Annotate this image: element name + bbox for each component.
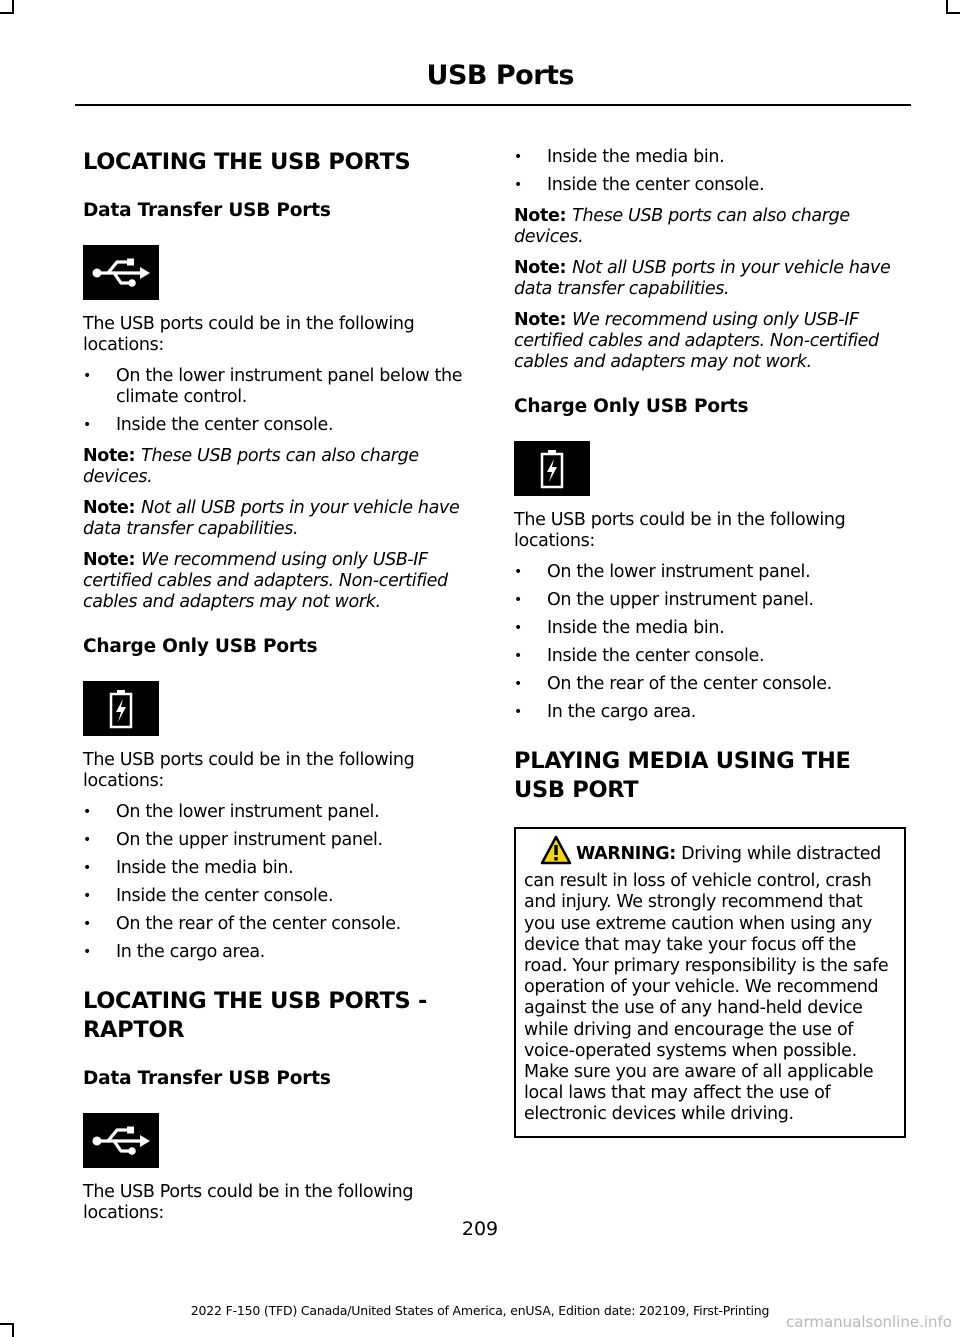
list-item: • Inside the center console. (514, 175, 906, 196)
note-text: Not all USB ports in your vehicle have data transfer capabilities. (514, 258, 891, 299)
watermark: carmanualsonline.info (786, 1313, 952, 1331)
note-text: Not all USB ports in your vehicle have data transfer capabilities. (83, 498, 460, 539)
list-item: • Inside the center console. (83, 886, 475, 907)
section-heading-text: USB PORT (514, 777, 639, 803)
note-label: Note: (83, 498, 136, 518)
section-heading-text: LOCATING THE USB PORTS - (83, 988, 427, 1014)
note-text: We recommend using only USB-IF certified cables and adapters. Non-certified cables and adapters may not work. (83, 550, 448, 612)
warning-label: WARNING: (576, 844, 676, 864)
note (514, 258, 906, 300)
list-item: • On the rear of the center console. (514, 674, 906, 695)
list-item: • On the rear of the center console. (83, 914, 475, 935)
note-label: Note: (514, 310, 567, 330)
list-item: • Inside the media bin. (514, 618, 906, 639)
page-number: 209 (461, 1218, 499, 1240)
list-item: • In the cargo area. (83, 942, 475, 963)
usb-icon (83, 1113, 159, 1168)
note-label: Note: (514, 206, 567, 226)
warning-box (514, 827, 906, 1138)
intro-text: The USB ports could be in the following locations: (83, 750, 415, 791)
note (83, 550, 475, 613)
list-item: • Inside the center console. (83, 415, 475, 436)
location-list (514, 562, 906, 723)
left-column (83, 128, 475, 1234)
note-text: We recommend using only USB-IF certified cables and adapters. Non-certified cables and adapters may not work. (514, 310, 879, 372)
location-list (83, 366, 475, 436)
location-list (83, 802, 475, 963)
usb-icon (83, 245, 159, 300)
note-label: Note: (83, 446, 136, 466)
note-label: Note: (83, 550, 136, 570)
list-item: • On the upper instrument panel. (514, 590, 906, 611)
note-label: Note: (514, 258, 567, 278)
crop-mark (0, 1323, 14, 1325)
section-heading-text: LOCATING THE USB PORTS (83, 149, 411, 175)
list-item: • Inside the media bin. (83, 858, 475, 879)
section-heading-raptor (83, 987, 475, 1045)
crop-mark (12, 1323, 14, 1337)
list-item: • In the cargo area. (514, 702, 906, 723)
right-column (514, 147, 906, 1138)
crop-mark (0, 12, 14, 14)
note (83, 446, 475, 488)
note (514, 310, 906, 373)
section-heading-playing-media (514, 747, 906, 805)
note-text: These USB ports can also charge devices. (83, 446, 419, 487)
subheading-data-transfer: Data Transfer USB Ports (83, 1068, 331, 1089)
intro-text: The USB Ports could be in the following locations: (83, 1182, 414, 1223)
footer-edition-info: 2022 F-150 (TFD) Canada/United States of America, enUSA, Edition date: 202109, First-Printing (190, 1303, 770, 1318)
location-list (514, 147, 906, 196)
list-item: • Inside the media bin. (514, 147, 906, 168)
list-item: • On the lower instrument panel. (514, 562, 906, 583)
warning-triangle-icon (540, 835, 572, 871)
note (514, 206, 906, 248)
battery-charge-icon (83, 681, 159, 736)
section-heading-text: RAPTOR (83, 1017, 185, 1043)
list-item: • On the lower instrument panel. (83, 802, 475, 823)
note-text: These USB ports can also charge devices. (514, 206, 850, 247)
section-heading-locating (83, 148, 475, 177)
section-heading-text: PLAYING MEDIA USING THE (514, 748, 851, 774)
list-item: • On the lower instrument panel below the climate control. (83, 366, 475, 408)
subheading-charge-only: Charge Only USB Ports (514, 396, 749, 417)
list-item: • On the upper instrument panel. (83, 830, 475, 851)
crop-mark (946, 12, 960, 14)
intro-text: The USB ports could be in the following locations: (514, 510, 846, 551)
note (83, 498, 475, 540)
subheading-charge-only: Charge Only USB Ports (83, 636, 318, 657)
page-title: USB Ports (426, 60, 574, 91)
subheading-data-transfer: Data Transfer USB Ports (83, 200, 331, 221)
battery-charge-icon (514, 441, 590, 496)
warning-text: Driving while distracted can result in loss of vehicle control, crash and injury. We strongly recommend that you use extreme caution when using any device that may take your focus off the road. Your primary responsibility is the safe operation of your vehicle. We recommend against the use of any hand-held device while driving and encourage the use of voice-operated systems when possible. Make sure you are aware of all applicable local laws that may affect the use of electronic devices while driving. (524, 844, 889, 1125)
list-item: • Inside the center console. (514, 646, 906, 667)
intro-text: The USB ports could be in the following locations: (83, 314, 415, 355)
header-rule (75, 104, 911, 106)
